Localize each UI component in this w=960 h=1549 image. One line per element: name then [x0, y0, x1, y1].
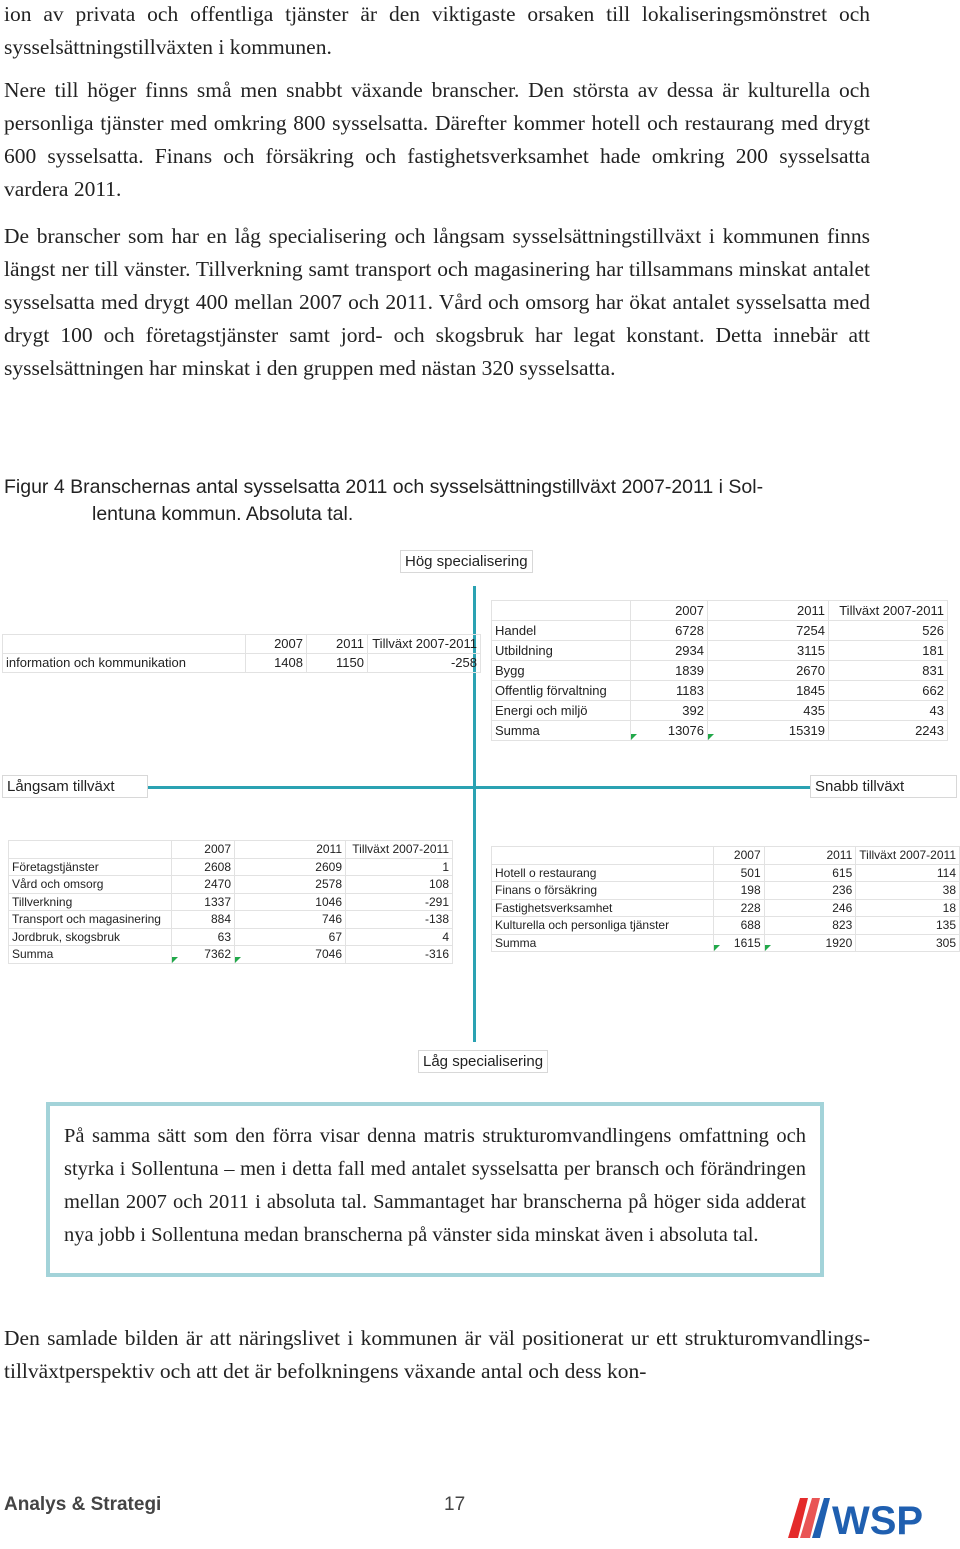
- header-2007: 2007: [246, 635, 307, 654]
- axis-label-fast-growth: Snabb tillväxt: [810, 775, 957, 798]
- header-2007: 2007: [714, 847, 764, 865]
- value-2007: 1408: [246, 654, 307, 673]
- value-2007: 1183: [631, 681, 708, 701]
- value-2007: 392: [631, 701, 708, 721]
- value-growth: 2243: [829, 721, 948, 741]
- industry-name: Vård och omsorg: [9, 876, 172, 894]
- industry-name: Finans o försäkring: [492, 882, 714, 900]
- value-growth: -258: [368, 654, 481, 673]
- cell-marker: [235, 957, 241, 963]
- value-2011: 7254: [708, 621, 829, 641]
- wsp-logo: [786, 1492, 936, 1540]
- caption-line-1: Figur 4 Branschernas antal sysselsatta 2011 och sysselsättningstillväxt 2007-2011 i Sol-: [4, 476, 764, 498]
- cell-marker: [708, 734, 714, 740]
- paragraph-intro: ion av privata och offentliga tjänster är den viktigaste orsaken till lokaliseringsmönstret och sysselsättningstillväxten i kommunen.: [4, 2, 870, 59]
- header-2011: 2011: [235, 841, 346, 859]
- value-growth: 108: [346, 876, 453, 894]
- value-growth: 43: [829, 701, 948, 721]
- value-2011: 823: [764, 917, 856, 935]
- industry-name: Energi och miljö: [492, 701, 631, 721]
- table-row: [9, 876, 453, 894]
- industry-name: information och kommunikation: [3, 654, 246, 673]
- table-row: [9, 858, 453, 876]
- value-2007: 1615: [714, 934, 764, 952]
- value-2007: 2470: [172, 876, 235, 894]
- table-high-spec-fast-growth: [491, 600, 948, 741]
- page-number: 17: [444, 1494, 466, 1515]
- table-row: [492, 864, 960, 882]
- value-2007: 63: [172, 928, 235, 946]
- value-2011: 15319: [708, 721, 829, 741]
- header-2011: 2011: [307, 635, 368, 654]
- table-row: [9, 911, 453, 929]
- table-row: [492, 661, 948, 681]
- value-growth: 1: [346, 858, 453, 876]
- table-row: [492, 899, 960, 917]
- callout-box: [46, 1102, 824, 1277]
- value-growth: 831: [829, 661, 948, 681]
- value-2011: 246: [764, 899, 856, 917]
- figure-caption: [4, 474, 870, 528]
- paragraph-fast-growth: Nere till höger finns små men snabbt växande branscher. Den största av dessa är kulturella och personliga tjänster med omkring 800 sysselsatta. Därefter kommer hotell och restaurang med drygt 600 sysselsatta. Finans och försäkring och fastighetsverksamhet hade omkring 200 sysselsatta vardera 2011.: [4, 78, 870, 201]
- value-2011: 746: [235, 911, 346, 929]
- table-low-spec-slow-growth: [8, 840, 453, 964]
- paragraph-conclusion: Den samlade bilden är att näringslivet i kommunen är väl positionerat ur ett strukturomvandlings- tillväxtperspektiv och att det är befolkningens växande antal och dess kon-: [4, 1326, 870, 1383]
- value-growth: 135: [856, 917, 960, 935]
- header-2007: 2007: [172, 841, 235, 859]
- industry-name: Företagstjänster: [9, 858, 172, 876]
- industry-name: Hotell o restaurang: [492, 864, 714, 882]
- value-2007: 501: [714, 864, 764, 882]
- industry-name: Tillverkning: [9, 893, 172, 911]
- footer-publisher: Analys & Strategi: [4, 1494, 162, 1515]
- table-row: [9, 893, 453, 911]
- value-2007: 198: [714, 882, 764, 900]
- value-2007: 2608: [172, 858, 235, 876]
- value-2007: 1337: [172, 893, 235, 911]
- value-2011: 1845: [708, 681, 829, 701]
- cell-marker: [714, 945, 720, 951]
- table-row: [492, 721, 948, 741]
- value-2011: 67: [235, 928, 346, 946]
- value-2011: 2609: [235, 858, 346, 876]
- caption-line-2: lentuna kommun. Absoluta tal.: [92, 503, 354, 525]
- value-2007: 228: [714, 899, 764, 917]
- industry-name: Handel: [492, 621, 631, 641]
- value-2011: 236: [764, 882, 856, 900]
- value-2007: 13076: [631, 721, 708, 741]
- header-2011: 2011: [764, 847, 856, 865]
- cell-marker: [765, 945, 771, 951]
- value-growth: 18: [856, 899, 960, 917]
- axis-label-slow-growth: Långsam tillväxt: [2, 775, 148, 798]
- table-row: [492, 641, 948, 661]
- cell-marker: [631, 734, 637, 740]
- callout-text: På samma sätt som den förra visar denna matris strukturomvandlingens omfattning och styrka i Sollentuna – men i detta fall med antalet sysselsatta per bransch och förändringen mellan 2007 och 2011 i absoluta tal. Sammantaget har branscherna på höger sida adderat nya jobb i Sollentuna medan branscherna på vänster sida minskat även i absoluta tal.: [64, 1125, 806, 1246]
- value-2011: 2670: [708, 661, 829, 681]
- value-2007: 1839: [631, 661, 708, 681]
- logo-text: WSP: [832, 1499, 924, 1540]
- value-growth: -316: [346, 946, 453, 964]
- value-2011: 7046: [235, 946, 346, 964]
- value-growth: 305: [856, 934, 960, 952]
- value-2011: 1150: [307, 654, 368, 673]
- value-2011: 2578: [235, 876, 346, 894]
- value-growth: -291: [346, 893, 453, 911]
- industry-name: Summa: [492, 721, 631, 741]
- value-growth: 662: [829, 681, 948, 701]
- table-row: [492, 934, 960, 952]
- paragraph-slow-growth: De branscher som har en låg specialisering och långsam sysselsättningstillväxt i kommunen finns längst ner till vänster. Tillverkning samt transport och magasinering har tillsammans minskat antalet sysselsatta med drygt 400 mellan 2007 och 2011. Vård och omsorg har ökat antalet sysselsatta med drygt 100 och företagstjänster samt jord- och skogsbruk har legat konstant. Detta innebär att sysselsättningen har minskat i den gruppen med nästan 320 sysselsatta.: [4, 224, 870, 380]
- value-growth: 38: [856, 882, 960, 900]
- value-growth: -138: [346, 911, 453, 929]
- header-growth: Tillväxt 2007-2011: [856, 847, 960, 865]
- header-growth: Tillväxt 2007-2011: [368, 635, 481, 654]
- value-2011: 1920: [764, 934, 856, 952]
- industry-name: Bygg: [492, 661, 631, 681]
- table-row: [3, 654, 481, 673]
- value-2007: 6728: [631, 621, 708, 641]
- value-2007: 7362: [172, 946, 235, 964]
- table-row: [492, 882, 960, 900]
- value-2007: 2934: [631, 641, 708, 661]
- value-growth: 181: [829, 641, 948, 661]
- industry-name: Summa: [9, 946, 172, 964]
- value-2011: 1046: [235, 893, 346, 911]
- axis-label-low-specialization: Låg specialisering: [418, 1050, 548, 1073]
- industry-name: Transport och magasinering: [9, 911, 172, 929]
- industry-name: Utbildning: [492, 641, 631, 661]
- value-2011: 435: [708, 701, 829, 721]
- value-growth: 4: [346, 928, 453, 946]
- industry-name: Offentlig förvaltning: [492, 681, 631, 701]
- industry-name: Fastighetsverksamhet: [492, 899, 714, 917]
- table-high-spec-slow-growth: [2, 634, 481, 673]
- value-2007: 688: [714, 917, 764, 935]
- table-row: [492, 701, 948, 721]
- axis-label-high-specialization: Hög specialisering: [400, 550, 533, 573]
- header-growth: Tillväxt 2007-2011: [829, 601, 948, 621]
- table-row: [492, 917, 960, 935]
- value-growth: 114: [856, 864, 960, 882]
- industry-name: Summa: [492, 934, 714, 952]
- table-row: [492, 621, 948, 641]
- value-2011: 3115: [708, 641, 829, 661]
- header-2011: 2011: [708, 601, 829, 621]
- value-2011: 615: [764, 864, 856, 882]
- value-2007: 884: [172, 911, 235, 929]
- table-row: [9, 946, 453, 964]
- industry-name: Kulturella och personliga tjänster: [492, 917, 714, 935]
- header-2007: 2007: [631, 601, 708, 621]
- cell-marker: [172, 957, 178, 963]
- header-growth: Tillväxt 2007-2011: [346, 841, 453, 859]
- table-low-spec-fast-growth: [491, 846, 960, 952]
- value-growth: 526: [829, 621, 948, 641]
- horizontal-axis: [148, 786, 810, 789]
- table-row: [492, 681, 948, 701]
- table-row: [9, 928, 453, 946]
- industry-name: Jordbruk, skogsbruk: [9, 928, 172, 946]
